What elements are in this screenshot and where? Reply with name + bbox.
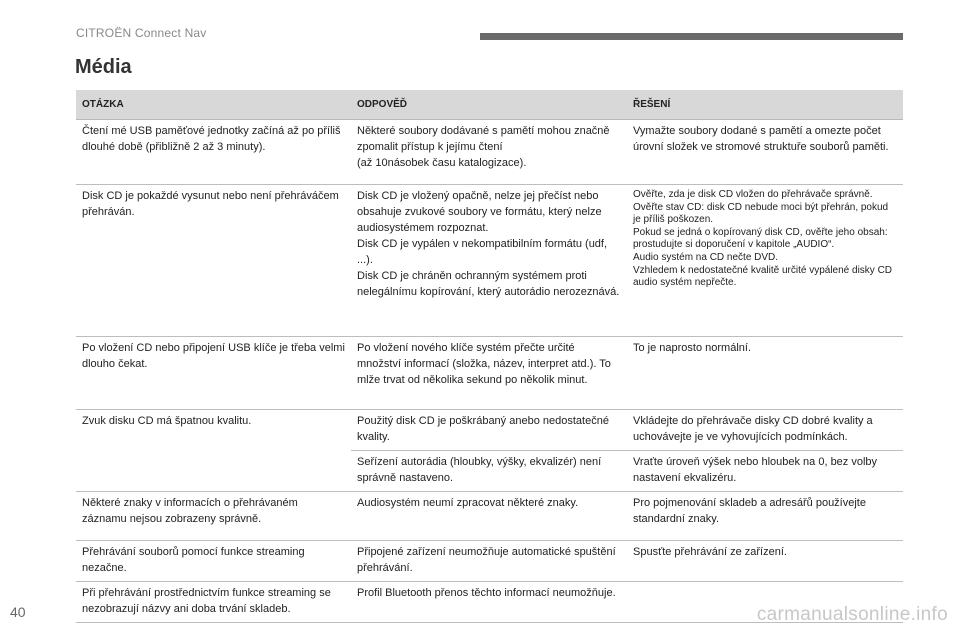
question-cell: Při přehrávání prostřednictvím funkce streaming se nezobrazují názvy ani doba trvání skladeb. [76, 582, 351, 623]
question-cell: Po vložení CD nebo připojení USB klíče je třeba velmi dlouho čekat. [76, 337, 351, 410]
question-cell: Disk CD je pokaždé vysunut nebo není přehráváčem přehráván. [76, 185, 351, 337]
column-header-answer: ODPOVĚĎ [351, 90, 627, 120]
question-cell: Některé znaky v informacích o přehrávaném záznamu nejsou zobrazeny správně. [76, 492, 351, 541]
solution-cell: Vymažte soubory dodané s pamětí a omezte počet úrovní složek ve stromové struktuře souborů paměti. [627, 120, 903, 185]
table-row [76, 541, 903, 582]
answer-cell: Připojené zařízení neumožňuje automatické spuštění přehrávání. [351, 541, 627, 582]
table-row [76, 120, 903, 185]
answer-cell: Použitý disk CD je poškrábaný anebo nedostatečné kvality. [351, 410, 627, 451]
solution-cell: Spusťte přehrávání ze zařízení. [627, 541, 903, 582]
table-row [76, 185, 903, 337]
page-number: 40 [10, 604, 26, 620]
watermark-text: carmanualsonline.info [756, 604, 948, 625]
table-row [76, 492, 903, 541]
solution-cell: Vkládejte do přehrávače disky CD dobré kvality a uchovávejte je ve vyhovujících podmínkách. [627, 410, 903, 451]
table-header-row [76, 90, 903, 120]
column-header-solution: ŘEŠENÍ [627, 90, 903, 120]
answer-cell: Disk CD je vložený opačně, nelze jej přečíst nebo obsahuje zvukové soubory ve formátu, který nelze audiosystémem rozpoznat. Disk CD je vypálen v nekompatibilním formátu (udf, ...). Disk CD je chráněn ochranným systémem proti nelegálnímu kopírování, který autorádio nerozeznává. [351, 185, 627, 337]
question-cell: Přehrávání souborů pomocí funkce streaming nezačne. [76, 541, 351, 582]
answer-cell: Po vložení nového klíče systém přečte určité množství informací (složka, název, interpret atd.). To mlže trvat od několika sekund po několik minut. [351, 337, 627, 410]
answer-cell: Profil Bluetooth přenos těchto informací neumožňuje. [351, 582, 627, 623]
brand-label: CITROËN Connect Nav [76, 26, 207, 40]
answer-cell: Seřízení autorádia (hloubky, výšky, ekvalizér) není správně nastaveno. [351, 451, 627, 492]
solution-cell: Pro pojmenování skladeb a adresářů používejte standardní znaky. [627, 492, 903, 541]
answer-cell: Audiosystém neumí zpracovat některé znaky. [351, 492, 627, 541]
answer-cell: Některé soubory dodávané s pamětí mohou značně zpomalit přístup k jejímu čtení (až 10násobek času katalogizace). [351, 120, 627, 185]
solution-cell: Vraťte úroveň výšek nebo hloubek na 0, bez volby nastavení ekvalizéru. [627, 451, 903, 492]
column-header-question: OTÁZKA [76, 90, 351, 120]
header-bar [480, 33, 903, 40]
table-row [76, 337, 903, 410]
faq-table [76, 90, 903, 623]
solution-cell: Ověřte, zda je disk CD vložen do přehrávače správně. Ověřte stav CD: disk CD nebude moci být přehrán, pokud je příliš poškozen. Pokud se jedná o kopírovaný disk CD, ověřte jeho obsah: prostudujte si doporučení v kapitole „AUDIO“. Audio systém na CD nečte DVD. Vzhledem k nedostatečné kvalitě určité vypálené disky CD audio systém nepřečte. [627, 185, 903, 337]
question-cell: Zvuk disku CD má špatnou kvalitu. [76, 410, 351, 492]
question-cell: Čtení mé USB paměťové jednotky začíná až po příliš dlouhé době (přibližně 2 až 3 minuty). [76, 120, 351, 185]
solution-cell: To je naprosto normální. [627, 337, 903, 410]
table-row [76, 410, 903, 451]
page-title: Média [75, 56, 132, 78]
